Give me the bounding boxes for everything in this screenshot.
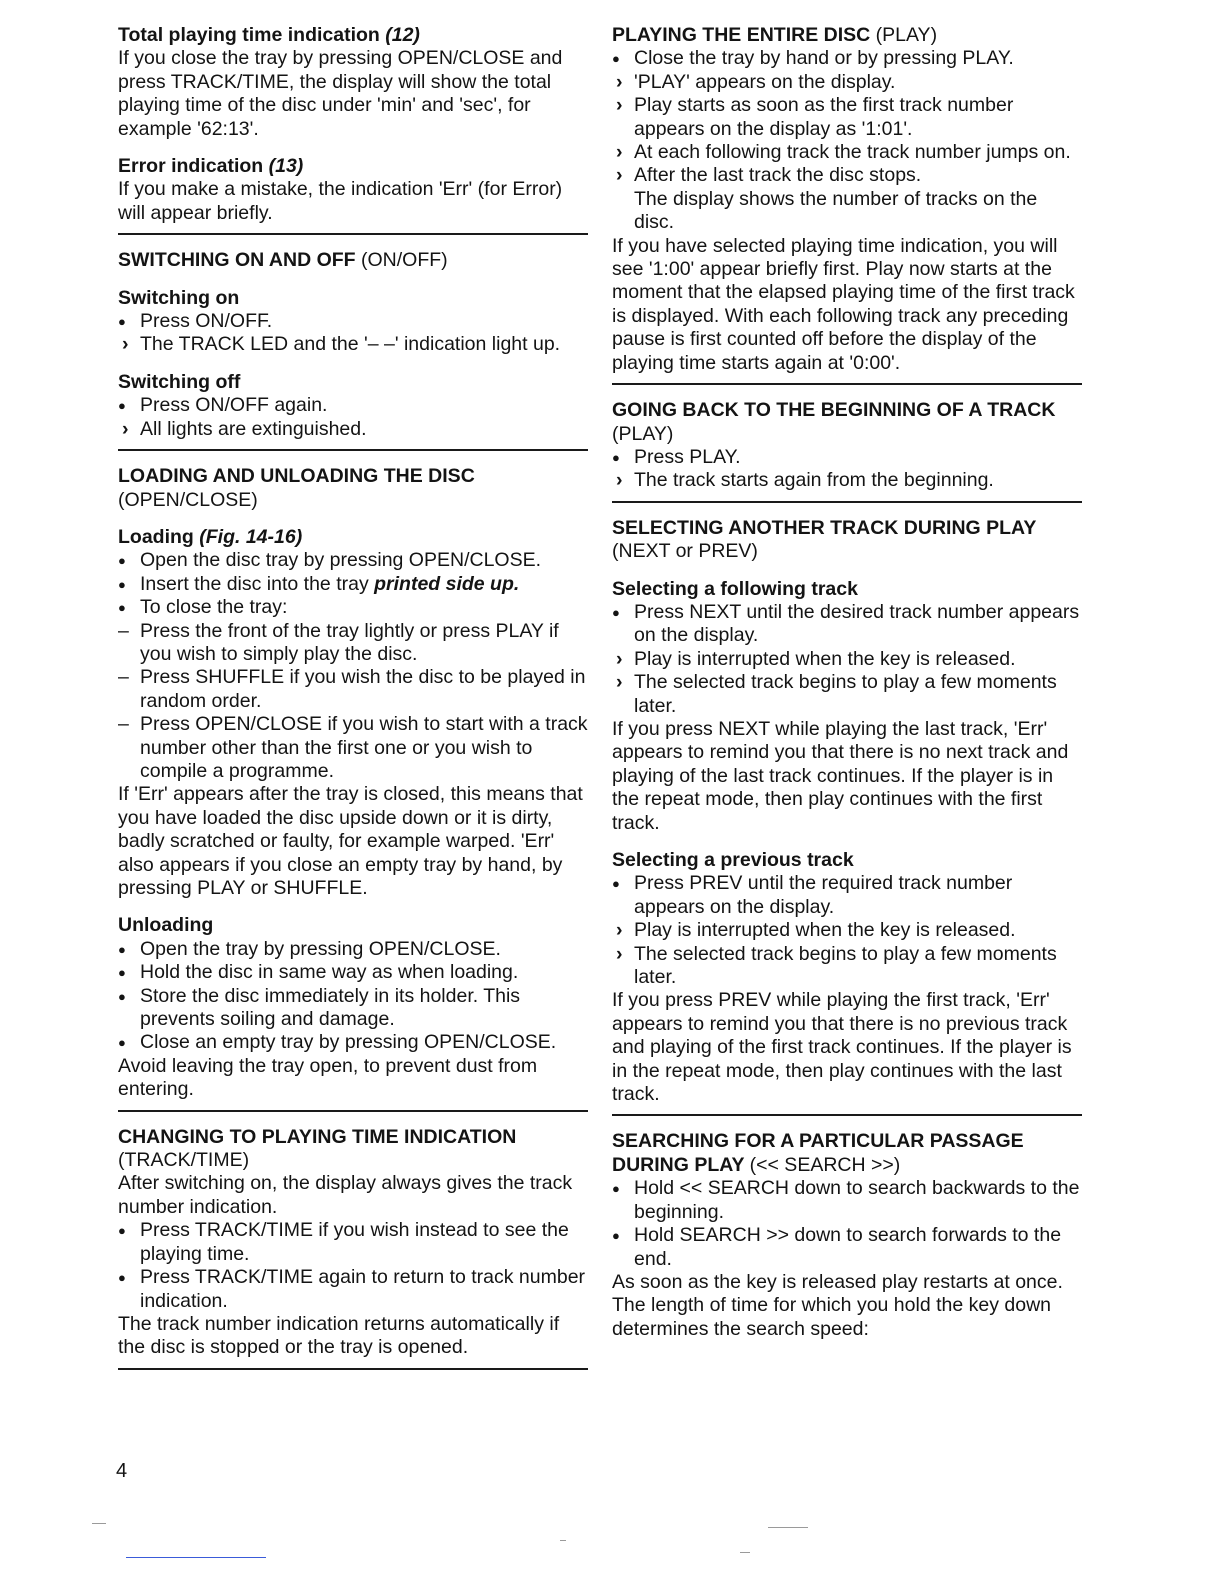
heading-note: (NEXT or PREV): [612, 540, 758, 563]
heading-total-playing-time: Total playing time indication (12): [118, 24, 420, 46]
list-item: › Play is interrupted when the key is released.: [612, 919, 1082, 942]
subheading-loading: Loading (Fig. 14-16): [118, 525, 303, 548]
heading-selecting: SELECTING ANOTHER TRACK DURING PLAY: [612, 516, 1037, 539]
list-item: ● Hold the disc in same way as when loading.: [118, 961, 588, 984]
scan-speck: [740, 1552, 750, 1553]
list-item: ● Press PREV until the required track number appears on the display.: [612, 872, 1082, 919]
list: [118, 310, 588, 357]
list-item: › At each following track the track number jumps on.: [612, 141, 1082, 164]
heading-note: (PLAY): [612, 422, 674, 445]
list-item: – Press OPEN/CLOSE if you wish to start with a track number other than the first one or you wish to compile a programme.: [118, 713, 588, 783]
list-item: ● Close the tray by hand or by pressing PLAY.: [612, 47, 1082, 70]
list-item: – Press the front of the tray lightly or press PLAY if you wish to simply play the disc.: [118, 620, 588, 667]
list: [612, 1177, 1082, 1271]
list-item: › Play starts as soon as the first track number appears on the display as '1:01'.: [612, 94, 1082, 141]
list-item: ● Press PLAY.: [612, 446, 1082, 469]
scan-speck: [560, 1540, 566, 1541]
heading-going-back: GOING BACK TO THE BEGINNING OF A TRACK: [612, 399, 1056, 422]
list-item: ● Open the disc tray by pressing OPEN/CLOSE.: [118, 549, 588, 572]
list-item: ● To close the tray:: [118, 596, 588, 619]
paragraph: If you press PREV while playing the first track, 'Err' appears to remind you that there is no previous track and playing of the first track continues. If the player is in the repeat mode, then play continues with the last track.: [612, 989, 1072, 1106]
list-item: ● Hold << SEARCH down to search backwards to the beginning.: [612, 1177, 1082, 1224]
list-item: › The selected track begins to play a few moments later.: [612, 943, 1082, 990]
subheading-following-track: Selecting a following track: [612, 577, 858, 600]
section-changing-time-indication: [118, 1126, 588, 1370]
heading-note: (OPEN/CLOSE): [118, 488, 258, 511]
section-switching: [118, 249, 588, 451]
section-selecting: [612, 517, 1082, 1117]
paragraph: After switching on, the display always gives the track number indication.: [118, 1172, 573, 1218]
paragraph: As soon as the key is released play restarts at once. The length of time for which you hold the key down determines the search speed:: [612, 1270, 1063, 1340]
list-item: › The TRACK LED and the '– –' indication light up.: [118, 333, 588, 356]
list: [612, 601, 1082, 718]
list-item: › The track starts again from the beginning.: [612, 469, 1082, 492]
paragraph: If you close the tray by pressing OPEN/CLOSE and press TRACK/TIME, the display will show the total playing time of the disc under 'min' and 'sec', for example '62:13'.: [118, 47, 563, 140]
list-item: › The selected track begins to play a few moments later.: [612, 671, 1082, 718]
list-item: › After the last track the disc stops. The display shows the number of tracks on the disc.: [612, 164, 1082, 234]
footer-rule: [126, 1557, 266, 1558]
scan-speck: [92, 1523, 106, 1524]
paragraph: If you have selected playing time indication, you will see '1:00' appear briefly first. Play now starts at the moment that the elapsed playing time of the first track is displayed. With each following track any preceding pause is first counted off before the display of the playing time starts again at '0:00'.: [612, 234, 1075, 374]
list-item: › All lights are extinguished.: [118, 418, 588, 441]
list-item: ● Hold SEARCH >> down to search forwards to the end.: [612, 1224, 1082, 1271]
paragraph: If 'Err' appears after the tray is closed, this means that you have loaded the disc upside down or it is dirty, badly scratched or faulty, for example warped. 'Err' also appears if you close an empty tray by hand, by pressing PLAY or SHUFFLE.: [118, 783, 583, 899]
figure-ref: (12): [385, 24, 420, 46]
list-item: ● Press TRACK/TIME if you wish instead to see the playing time.: [118, 1219, 588, 1266]
paragraph: The track number indication returns automatically if the disc is stopped or the tray is opened.: [118, 1312, 560, 1359]
list: [612, 47, 1082, 234]
heading-loading: LOADING AND UNLOADING THE DISC: [118, 465, 475, 488]
list: [118, 938, 588, 1055]
heading-changing: CHANGING TO PLAYING TIME INDICATION: [118, 1125, 517, 1148]
heading-note: (TRACK/TIME): [118, 1149, 250, 1172]
figure-ref: (13): [268, 155, 304, 178]
section-loading: [118, 465, 588, 1112]
emphasis: printed side up.: [374, 572, 520, 595]
heading-searching: SEARCHING FOR A PARTICULAR PASSAGE DURING PLAY (<< SEARCH >>): [612, 1130, 1024, 1176]
list-item: ● Press NEXT until the desired track number appears on the display.: [612, 601, 1082, 648]
heading-error-indication: Error indication (13): [118, 155, 304, 178]
list: [612, 446, 1082, 493]
page-number: 4: [116, 1460, 128, 1482]
right-column: [612, 24, 1082, 1363]
list: [118, 549, 588, 783]
list-item: ● Store the disc immediately in its holder. This prevents soiling and damage.: [118, 985, 588, 1032]
section-total-playing-time: [118, 24, 588, 235]
list-item: – Press SHUFFLE if you wish the disc to be played in random order.: [118, 666, 588, 713]
list-item: › Play is interrupted when the key is released.: [612, 648, 1082, 671]
list-item: ● Insert the disc into the tray printed side up.: [118, 573, 588, 596]
figure-ref: (Fig. 14-16): [199, 525, 303, 548]
subheading-switching-off: Switching off: [118, 370, 241, 393]
heading-play: PLAYING THE ENTIRE DISC (PLAY): [612, 24, 938, 46]
scan-speck: [768, 1527, 808, 1528]
list: [612, 872, 1082, 989]
list-item: ● Press TRACK/TIME again to return to track number indication.: [118, 1266, 588, 1313]
section-going-back: [612, 399, 1082, 503]
list: [118, 1219, 588, 1313]
subheading-previous-track: Selecting a previous track: [612, 849, 854, 871]
list-item: › 'PLAY' appears on the display.: [612, 71, 1082, 94]
paragraph: If you make a mistake, the indication 'Err' (for Error) will appear briefly.: [118, 178, 563, 224]
subheading-switching-on: Switching on: [118, 286, 240, 309]
list: [118, 394, 588, 441]
list-item: ● Press ON/OFF.: [118, 310, 588, 333]
left-column: [118, 24, 588, 1384]
section-play: [612, 24, 1082, 385]
list-item: ● Open the tray by pressing OPEN/CLOSE.: [118, 938, 588, 961]
heading-switching: SWITCHING ON AND OFF (ON/OFF): [118, 249, 448, 272]
section-searching: [612, 1130, 1082, 1349]
list-item: ● Close an empty tray by pressing OPEN/CLOSE.: [118, 1031, 588, 1054]
subheading-unloading: Unloading: [118, 914, 214, 937]
paragraph: Avoid leaving the tray open, to prevent dust from entering.: [118, 1054, 538, 1101]
list-item: ● Press ON/OFF again.: [118, 394, 588, 417]
paragraph: If you press NEXT while playing the last track, 'Err' appears to remind you that there is no next track and playing of the last track continues. If the player is in the repeat mode, then play continues with the first track.: [612, 717, 1069, 834]
